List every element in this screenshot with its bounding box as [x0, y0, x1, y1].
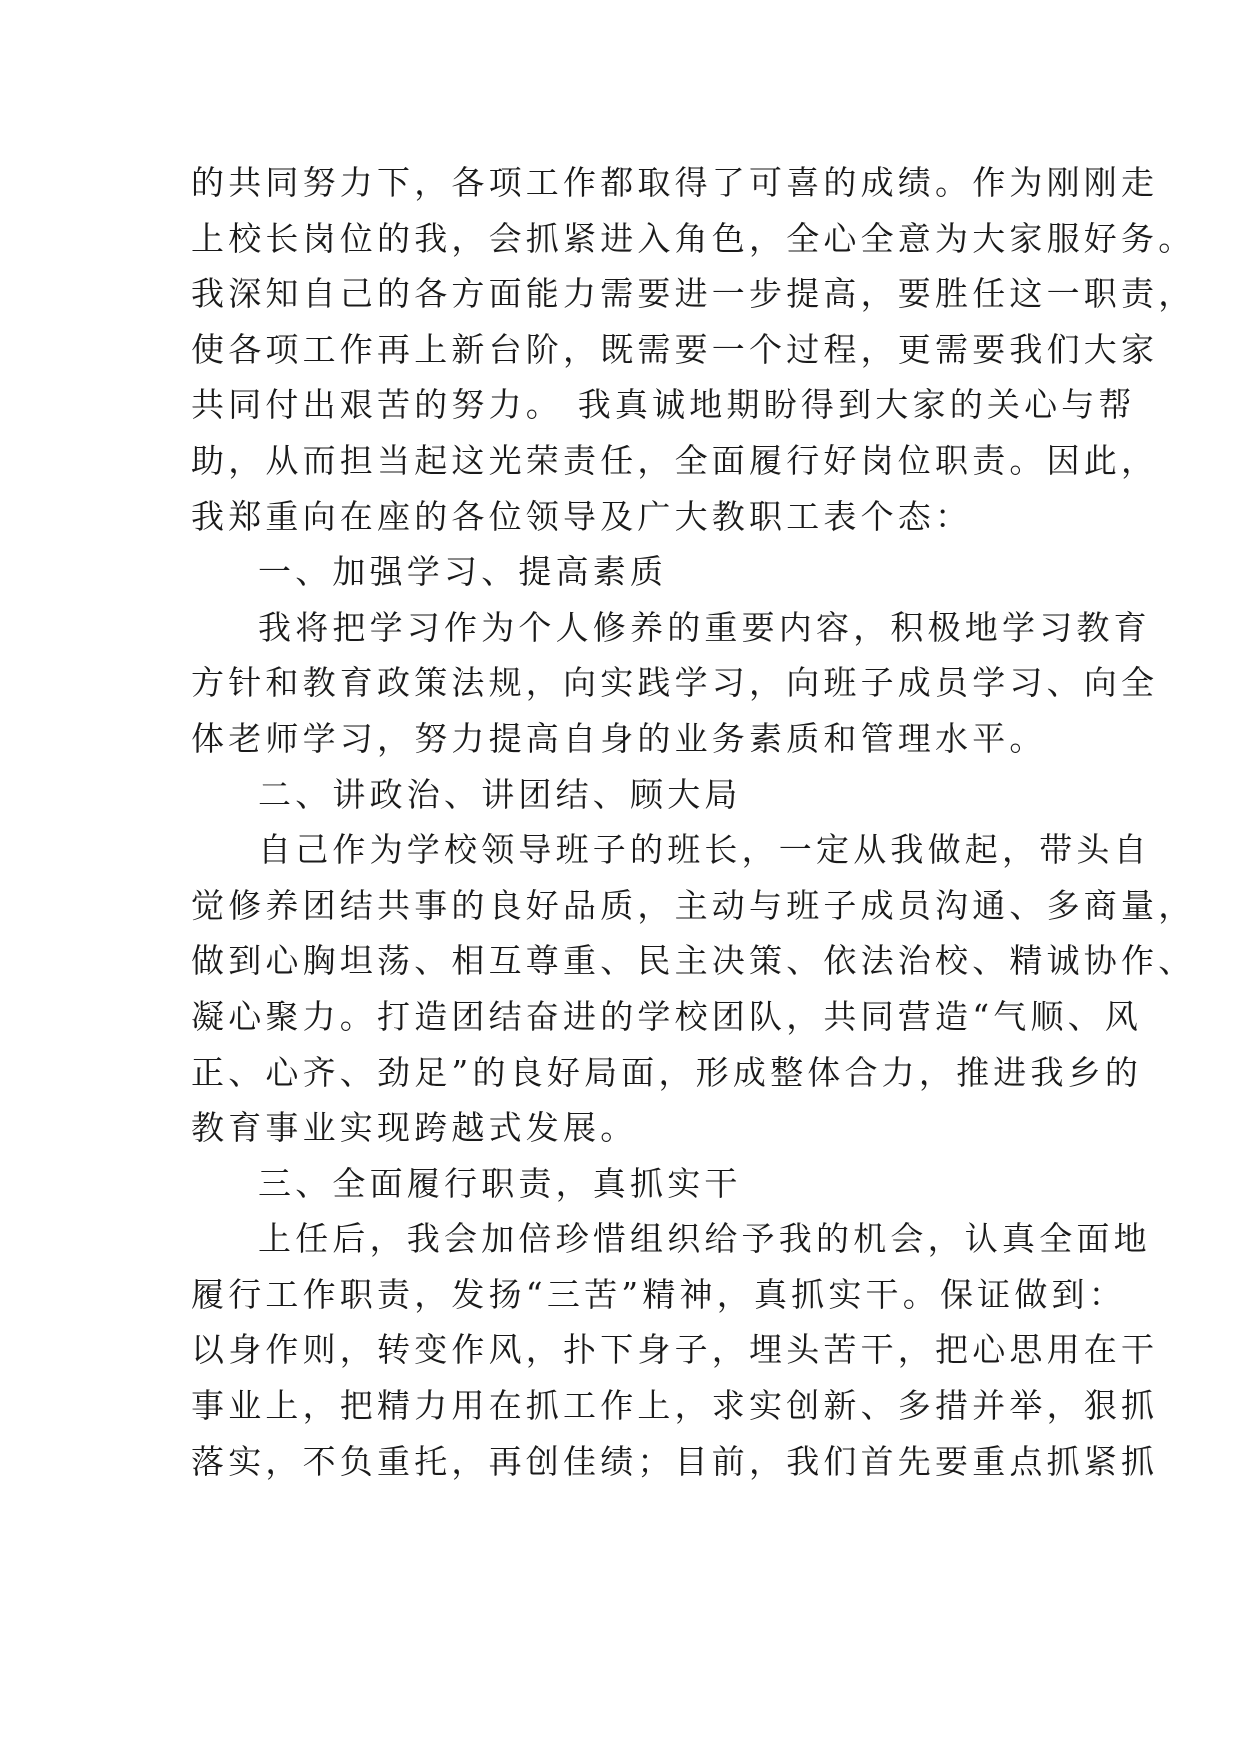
text-line: 的共同努力下，各项工作都取得了可喜的成绩。作为刚刚走 [191, 163, 1159, 202]
paragraph-start: 自己作为学校领导班子的班长，一定从我做起，带头自 [258, 830, 1151, 870]
section-heading-2: 二、讲政治、讲团结、顾大局 [258, 774, 742, 814]
section-heading-3: 三、全面履行职责，真抓实干 [258, 1163, 742, 1203]
text-line: 共同付出艰苦的努力。 我真诚地期盼得到大家的关心与帮 [191, 385, 1136, 425]
text-line: 做到心胸坦荡、相互尊重、民主决策、依法治校、精诚协作、 [191, 941, 1196, 981]
paragraph-start: 上任后，我会加倍珍惜组织给予我的机会，认真全面地 [258, 1219, 1151, 1259]
text-line: 落实，不负重托，再创佳绩；目前，我们首先要重点抓紧抓 [191, 1441, 1159, 1481]
text-line: 以身作则，转变作风，扑下身子，埋头苦干，把心思用在干 [191, 1330, 1159, 1370]
text-line: 上校长岗位的我，会抓紧进入角色，全心全意为大家服好务。 [191, 218, 1196, 258]
text-line: 教育事业实现跨越式发展。 [191, 1108, 638, 1148]
text-line: 方针和教育政策法规，向实践学习，向班子成员学习、向全 [191, 663, 1159, 703]
section-heading-1: 一、加强学习、提高素质 [258, 552, 668, 592]
text-line: 正、心齐、劲足”的良好局面，形成整体合力，推进我乡的 [191, 1052, 1143, 1092]
paragraph-start: 我将把学习作为个人修养的重要内容，积极地学习教育 [258, 607, 1151, 647]
text-line: 履行工作职责，发扬“三苦”精神，真抓实干。保证做到： [191, 1274, 1126, 1314]
text-line: 助，从而担当起这光荣责任，全面履行好岗位职责。因此， [191, 440, 1159, 480]
text-line: 凝心聚力。打造团结奋进的学校团队，共同营造“气顺、风 [191, 996, 1143, 1036]
text-line: 体老师学习，努力提高自身的业务素质和管理水平。 [191, 718, 1047, 758]
body-text [191, 155, 1196, 1489]
text-line: 觉修养团结共事的良好品质，主动与班子成员沟通、多商量， [191, 885, 1196, 925]
text-line: 我深知自己的各方面能力需要进一步提高，要胜任这一职责， [191, 274, 1196, 314]
text-line: 使各项工作再上新台阶，既需要一个过程，更需要我们大家 [191, 329, 1159, 369]
text-line: 事业上，把精力用在抓工作上，求实创新、多措并举，狠抓 [191, 1386, 1159, 1426]
text-line: 我郑重向在座的各位领导及广大教职工表个态： [191, 496, 973, 536]
